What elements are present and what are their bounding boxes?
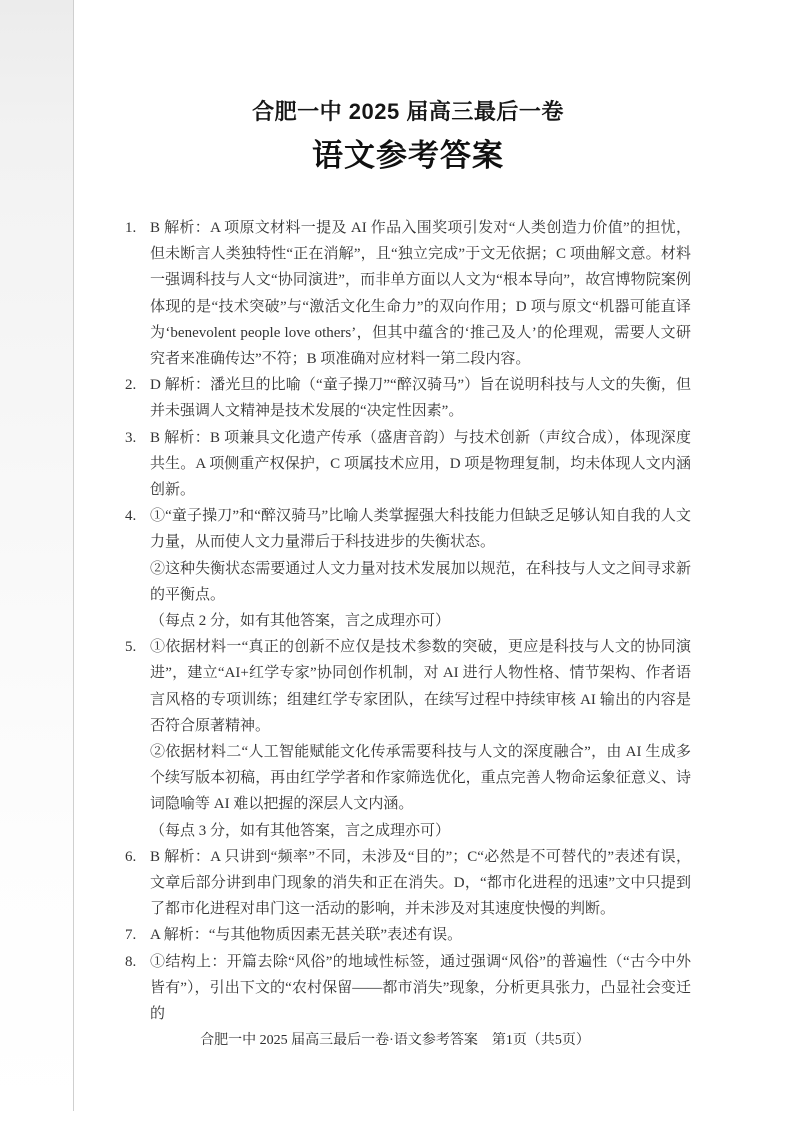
answer-paragraph: （每点 3 分，如有其他答案，言之成理亦可） [150,822,451,839]
answer-text [150,634,691,844]
answer-item [125,372,691,424]
answer-text [150,372,691,424]
answer-paragraph: ①依据材料一“真正的创新不应仅是技术参数的突破，更应是科技与人文的协同演进”，建立“AI+红学专家”协同创作机制，对 AI 进行人物性格、情节架构、作者语言风格的专项训练；组建红学专家团队，在续写过程中持续审核 AI 输出的内容是否符合原著精神。 [150,639,691,734]
answer-paragraph: ②这种失衡状态需要通过人文力量对技术发展加以规范，在科技与人文之间寻求新的平衡点。 [150,560,691,603]
footer-text: 合肥一中 2025 届高三最后一卷·语文参考答案 [200,1033,478,1048]
answer-paragraph: B 解析：A 只讲到“频率”不同，未涉及“目的”；C“必然是不可替代的”表述有误，文章后部分讲到串门现象的消失和正在消失。D，“都市化进程的迅速”文中只提到了都市化进程对串门这一活动的影响，并未涉及对其速度快慢的判断。 [150,848,691,918]
scan-edge-line [73,0,74,1111]
answer-number: 1. [125,220,137,236]
answer-item [125,922,691,948]
answer-item [125,634,691,844]
answer-paragraph: ①结构上：开篇去除“风俗”的地域性标签，通过强调“风俗”的普遍性（“古今中外皆有”），引出下文的“农村保留——都市消失”现象，分析更具张力，凸显社会变迁的 [150,953,691,1023]
answer-number: 3. [125,429,137,446]
answer-item [125,503,691,634]
answer-number: 8. [125,953,137,970]
answers-list [125,215,691,1027]
answer-paragraph: （每点 2 分，如有其他答案，言之成理亦可） [150,613,451,630]
answer-paragraph: ①“童子操刀”和“醉汉骑马”比喻人类掌握强大科技能力但缺乏足够认知自我的人文力量，从而使人文力量滞后于科技进步的失衡状态。 [150,508,691,551]
document-title: 合肥一中 2025 届高三最后一卷 [252,99,564,124]
answer-text [150,922,691,948]
answer-paragraph: B 解析：B 项兼具文化遗产传承（盛唐音韵）与技术创新（声纹合成），体现深度共生。A 项侧重产权保护，C 项属技术应用，D 项是物理复制，均未体现人文内涵创新。 [150,429,691,499]
answer-paragraph: A 解析：“与其他物质因素无甚关联”表述有误。 [150,927,463,944]
answer-item [125,949,691,1028]
answer-text [150,425,691,504]
answer-paragraph: ②依据材料二“人工智能赋能文化传承需要科技与人文的深度融合”，由 AI 生成多个续写版本初稿，再由红学学者和作家筛选优化，重点完善人物命运象征意义、诗词隐喻等 AI 难以把握的深层人文内涵。 [150,744,691,813]
answer-item [125,215,691,372]
answer-text [150,215,691,372]
answer-number: 5. [125,639,137,656]
answer-item [125,425,691,504]
answer-number: 4. [125,508,137,525]
answer-text [150,949,691,1028]
answer-text [150,844,691,923]
scan-edge-band [0,0,73,1122]
answer-paragraph: B 解析：A 项原文材料一提及 AI 作品入围奖项引发对“人类创造力价值”的担忧，但未断言人类独特性“正在消解”，且“独立完成”于文无依据；C 项曲解文意。材料一强调科技与人文“协同演进”，而非单方面以人文为“根本导向”，故宫博物院案例体现的是“技术突破”与“激活文化生命力”的双向作用；D 项与原文“机器可能直译为‘benevolent people love others’，但其中蕴含的‘推己及人’的伦理观，需要人文研究者来准确传达”不符；B 项准确对应材料一第二段内容。 [150,220,691,368]
footer-page-indicator: 第1页（共5页） [491,1033,590,1048]
document-subtitle: 语文参考答案 [312,138,504,173]
page-footer [125,1031,665,1051]
answer-number: 6. [125,848,137,865]
answer-item [125,844,691,923]
answer-number: 2. [125,377,137,394]
answer-number: 7. [125,927,137,944]
answer-paragraph: D 解析：潘光旦的比喻（“童子操刀”“醉汉骑马”）旨在说明科技与人文的失衡，但并未强调人文精神是技术发展的“决定性因素”。 [150,377,691,420]
answer-text [150,503,691,634]
